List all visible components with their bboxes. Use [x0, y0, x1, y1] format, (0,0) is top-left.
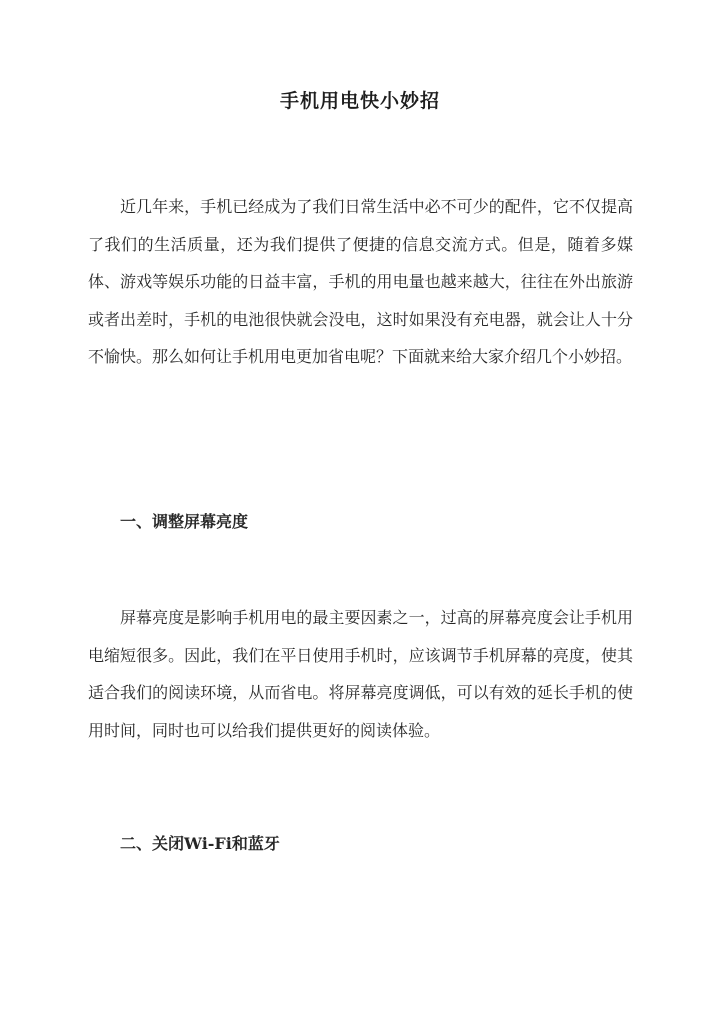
section-heading-brightness: 一、调整屏幕亮度	[120, 512, 249, 531]
section-heading-wifi-bluetooth: 二、关闭Wi-Fi和蓝牙	[120, 834, 280, 853]
document-title: 手机用电快小妙招	[279, 90, 440, 112]
intro-paragraph: 近几年来，手机已经成为了我们日常生活中必不可少的配件，它不仅提高了我们的生活质量，还为我们提供了便捷的信息交流方式。但是，随着多媒体、游戏等娱乐功能的日益丰富，手机的用电量也越来越大，往往在外出旅游或者出差时，手机的电池很快就会没电，这时如果没有充电器，就会让人十分不愉快。那么如何让手机用电更加省电呢？下面就来给大家介绍几个小妙招。	[88, 197, 633, 366]
section-body-brightness: 屏幕亮度是影响手机用电的最主要因素之一，过高的屏幕亮度会让手机用电缩短很多。因此，我们在平日使用手机时，应该调节手机屏幕的亮度，使其适合我们的阅读环境，从而省电。将屏幕亮度调低，可以有效的延长手机的使用时间，同时也可以给我们提供更好的阅读体验。	[88, 608, 633, 740]
